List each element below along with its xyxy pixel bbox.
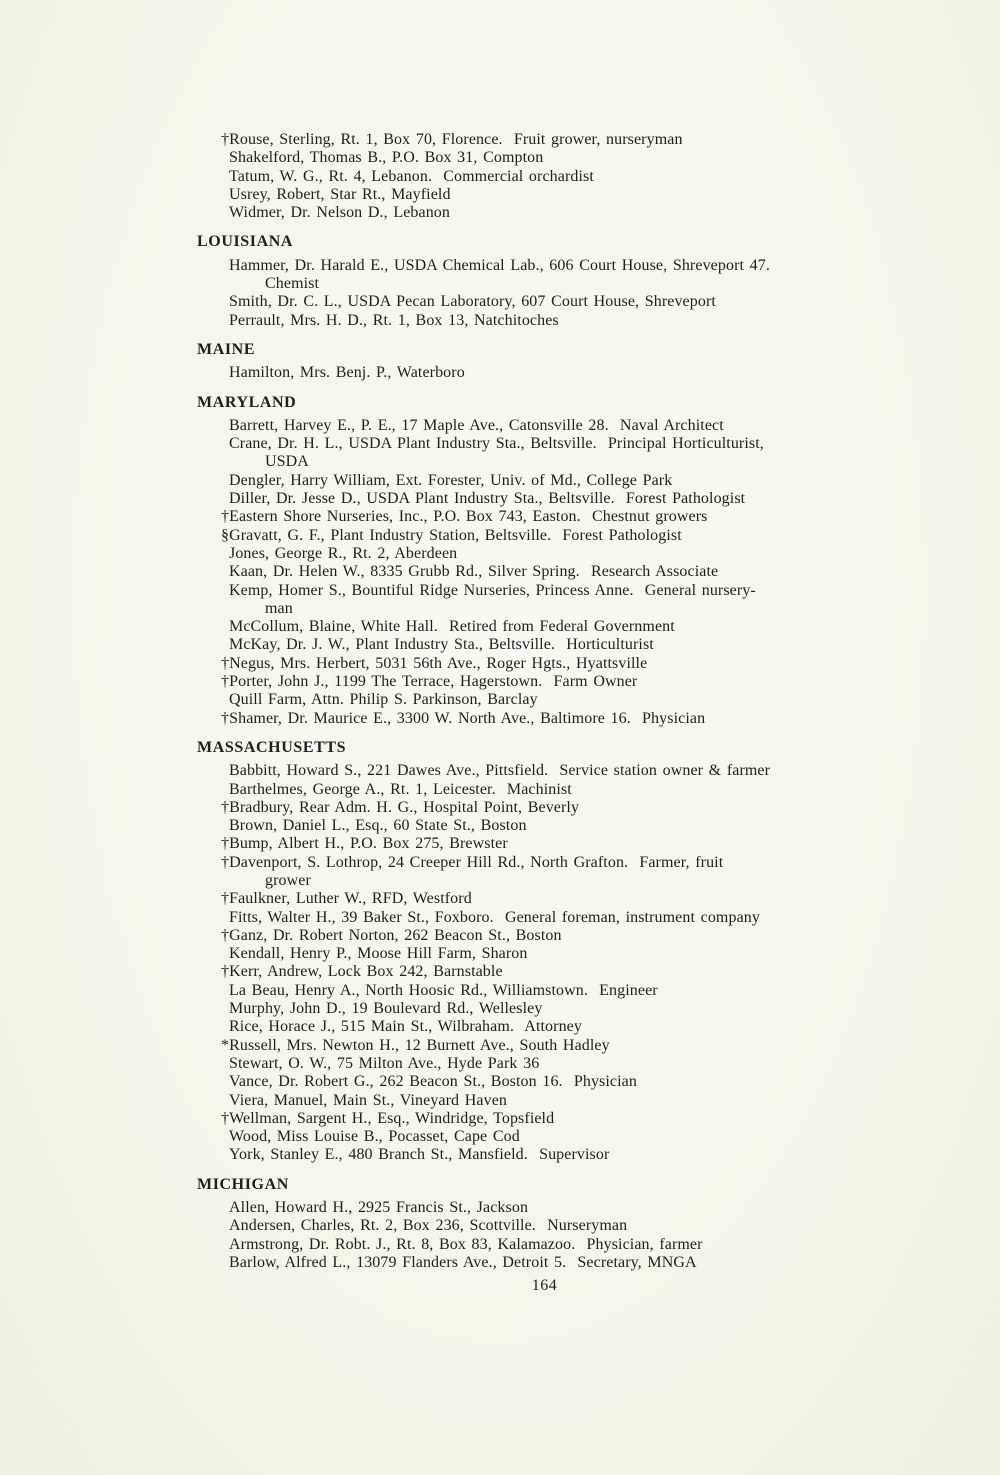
directory-entry — [229, 490, 897, 508]
entry-line: Allen, Howard H., 2925 Francis St., Jackson — [229, 1199, 529, 1217]
directory-entry — [229, 1146, 897, 1164]
directory-entry — [229, 435, 897, 472]
directory-entry — [229, 1000, 897, 1018]
page-number: 164 — [531, 1277, 558, 1294]
directory-entry — [229, 945, 897, 963]
directory-entry — [221, 890, 897, 908]
entry-line: †Porter, John J., 1199 The Terrace, Hagerstown. Farm Owner — [221, 673, 638, 691]
directory-entry — [229, 545, 897, 563]
state-section — [197, 739, 897, 1165]
entry-line: Armstrong, Dr. Robt. J., Rt. 8, Box 83, Kalamazoo. Physician, farmer — [229, 1235, 703, 1253]
directory-entry — [229, 582, 897, 619]
entry-line: †Negus, Mrs. Herbert, 5031 56th Ave., Roger Hgts., Hyattsville — [221, 654, 648, 672]
entry-continuation-line: man — [265, 599, 293, 617]
entry-line: †Eastern Shore Nurseries, Inc., P.O. Box 743, Easton. Chestnut growers — [221, 508, 708, 526]
directory-entry — [221, 673, 897, 691]
directory-entry — [229, 1128, 897, 1146]
directory-entry — [229, 149, 897, 167]
state-section — [197, 1176, 897, 1272]
state-heading: MASSACHUSETTS — [197, 738, 347, 756]
entry-line: Shakelford, Thomas B., P.O. Box 31, Compton — [229, 149, 544, 167]
directory-entry — [229, 186, 897, 204]
entry-line: Smith, Dr. C. L., USDA Pecan Laboratory, 607 Court House, Shreveport — [229, 293, 716, 311]
entry-line: Hamilton, Mrs. Benj. P., Waterboro — [229, 364, 465, 382]
directory-entry — [229, 781, 897, 799]
directory-entry — [229, 312, 897, 330]
entry-line: Murphy, John D., 19 Boulevard Rd., Wellesley — [229, 1000, 543, 1018]
entry-line: Wood, Miss Louise B., Pocasset, Cape Cod — [229, 1128, 520, 1146]
entry-line: Dengler, Harry William, Ext. Forester, Univ. of Md., College Park — [229, 471, 673, 489]
entry-line: †Kerr, Andrew, Lock Box 242, Barnstable — [221, 963, 503, 981]
entry-line: Vance, Dr. Robert G., 262 Beacon St., Boston 16. Physician — [229, 1073, 637, 1091]
state-heading: MAINE — [197, 340, 256, 358]
directory-entry — [229, 636, 897, 654]
entry-line: Fitts, Walter H., 39 Baker St., Foxboro. General foreman, instrument company — [229, 908, 760, 926]
entry-line: †Bump, Albert H., P.O. Box 275, Brewster — [221, 835, 508, 853]
directory-entry — [221, 654, 897, 673]
directory-entry — [229, 618, 897, 636]
entry-line: Perrault, Mrs. H. D., Rt. 1, Box 13, Natchitoches — [229, 311, 559, 329]
directory — [197, 131, 897, 1272]
directory-entry — [229, 1254, 897, 1272]
state-heading: LOUISIANA — [197, 233, 294, 251]
entry-line: †Faulkner, Luther W., RFD, Westford — [221, 890, 472, 908]
directory-entry — [221, 508, 897, 526]
entry-line: La Beau, Henry A., North Hoosic Rd., Williamstown. Engineer — [229, 981, 658, 999]
entry-line: Barlow, Alfred L., 13079 Flanders Ave., Detroit 5. Secretary, MNGA — [229, 1253, 697, 1271]
entry-line: Widmer, Dr. Nelson D., Lebanon — [229, 204, 450, 222]
directory-entry — [221, 1109, 897, 1128]
entry-line: Babbitt, Howard S., 221 Dawes Ave., Pittsfield. Service station owner & farmer — [229, 762, 771, 780]
entry-line: Quill Farm, Attn. Philip S. Parkinson, Barclay — [229, 691, 538, 709]
directory-entry — [221, 798, 897, 817]
directory-entry — [229, 691, 897, 709]
state-section — [197, 341, 897, 383]
entry-line: Hammer, Dr. Harald E., USDA Chemical Lab., 606 Court House, Shreveport 47. — [229, 256, 770, 274]
entry-line: †Rouse, Sterling, Rt. 1, Box 70, Florence. Fruit grower, nurseryman — [221, 131, 683, 148]
directory-entry — [229, 168, 897, 186]
entry-line: Usrey, Robert, Star Rt., Mayfield — [229, 185, 451, 203]
state-section — [197, 233, 897, 329]
directory-entry — [229, 364, 897, 382]
entry-line: McKay, Dr. J. W., Plant Industry Sta., Beltsville. Horticulturist — [229, 636, 654, 654]
entry-line: §Gravatt, G. F., Plant Industry Station, Beltsville. Forest Pathologist — [221, 526, 682, 544]
directory-entry — [229, 762, 897, 780]
directory-entry — [229, 982, 897, 1000]
entry-line: Kaan, Dr. Helen W., 8335 Grubb Rd., Silver Spring. Research Associate — [229, 563, 719, 581]
entry-line: Crane, Dr. H. L., USDA Plant Industry Sta., Beltsville. Principal Horticulturist, — [229, 435, 764, 453]
directory-entry — [229, 1018, 897, 1036]
entry-line: Jones, George R., Rt. 2, Aberdeen — [229, 544, 458, 562]
directory-entry — [221, 926, 897, 945]
entry-line: Tatum, W. G., Rt. 4, Lebanon. Commercial orchardist — [229, 167, 594, 185]
entry-line: †Wellman, Sargent H., Esq., Windridge, Topsfield — [221, 1109, 555, 1127]
state-heading: MARYLAND — [197, 393, 297, 411]
directory-entry — [221, 709, 897, 728]
directory-entry — [221, 853, 897, 891]
directory-entry — [229, 563, 897, 581]
directory-entry — [229, 1236, 897, 1254]
entry-continuation-line: Chemist — [265, 275, 320, 293]
state-section — [197, 394, 897, 728]
entry-line: †Ganz, Dr. Robert Norton, 262 Beacon St., Boston — [221, 926, 562, 944]
directory-entry — [229, 293, 897, 311]
entry-line: Rice, Horace J., 515 Main St., Wilbraham. Attorney — [229, 1018, 582, 1036]
directory-entry — [229, 472, 897, 490]
entry-line: †Shamer, Dr. Maurice E., 3300 W. North Ave., Baltimore 16. Physician — [221, 709, 706, 727]
directory-entry — [229, 1217, 897, 1235]
state-section — [197, 131, 897, 222]
entry-line: Diller, Dr. Jesse D., USDA Plant Industry Sta., Beltsville. Forest Pathologist — [229, 490, 746, 508]
entry-line: Kemp, Homer S., Bountiful Ridge Nurseries, Princess Anne. General nursery- — [229, 581, 756, 599]
entry-line: †Davenport, S. Lothrop, 24 Creeper Hill Rd., North Grafton. Farmer, fruit — [221, 853, 724, 871]
state-heading: MICHIGAN — [197, 1175, 289, 1193]
directory-entry — [229, 204, 897, 222]
directory-entry — [221, 526, 897, 545]
entry-line: Viera, Manuel, Main St., Vineyard Haven — [229, 1091, 508, 1109]
directory-entry — [221, 131, 897, 149]
directory-entry — [221, 835, 897, 853]
entry-line: Stewart, O. W., 75 Milton Ave., Hyde Park 36 — [229, 1054, 540, 1072]
directory-entry — [229, 417, 897, 435]
directory-entry — [229, 257, 897, 294]
directory-entry — [229, 1055, 897, 1073]
entry-line: Andersen, Charles, Rt. 2, Box 236, Scottville. Nurseryman — [229, 1217, 628, 1235]
directory-entry — [221, 1036, 897, 1055]
directory-entry — [229, 1199, 897, 1217]
entry-continuation-line: grower — [265, 871, 311, 889]
entry-continuation-line: USDA — [265, 453, 309, 471]
directory-entry — [229, 817, 897, 835]
entry-line: Kendall, Henry P., Moose Hill Farm, Sharon — [229, 945, 528, 963]
directory-entry — [221, 963, 897, 981]
directory-entry — [229, 909, 897, 927]
entry-line: †Bradbury, Rear Adm. H. G., Hospital Point, Beverly — [221, 798, 580, 816]
entry-line: Barrett, Harvey E., P. E., 17 Maple Ave., Catonsville 28. Naval Architect — [229, 416, 724, 434]
entry-line: Brown, Daniel L., Esq., 60 State St., Boston — [229, 817, 527, 835]
entry-line: McCollum, Blaine, White Hall. Retired from Federal Government — [229, 618, 675, 636]
directory-entry — [229, 1073, 897, 1091]
entry-line: *Russell, Mrs. Newton H., 12 Burnett Ave., South Hadley — [221, 1036, 610, 1054]
directory-entry — [229, 1092, 897, 1110]
entry-line: York, Stanley E., 480 Branch St., Mansfield. Supervisor — [229, 1146, 610, 1164]
entry-line: Barthelmes, George A., Rt. 1, Leicester. Machinist — [229, 780, 572, 798]
